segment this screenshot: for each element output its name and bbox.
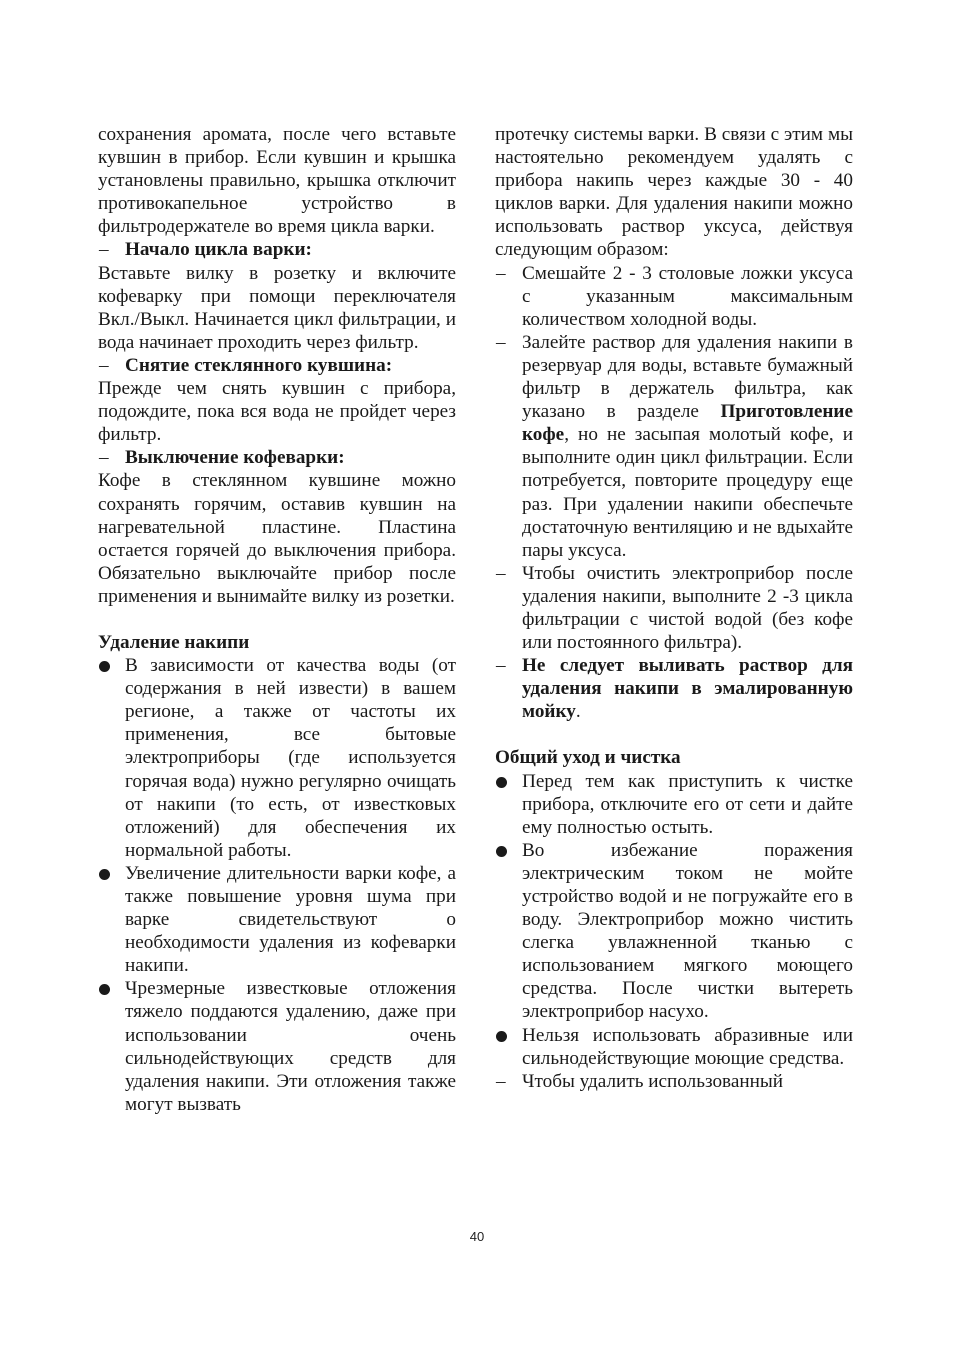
coffee-preparation-ref: Приготовление кофе [522, 401, 853, 446]
pour-solution-text-before: Залейте раствор для удаления накипи в резервуар для воды, вставьте бумажный фильтр в держатель фильтра, как указано в разделе [522, 331, 853, 423]
care-heading: Общий уход и чистка [495, 747, 681, 769]
descaling-heading: Удаление накипи [98, 631, 250, 653]
sink-warning-item [495, 654, 853, 723]
dash-marker: – [496, 562, 506, 584]
spacer [495, 723, 853, 746]
dash-marker: – [99, 354, 109, 376]
descaling-bullet-text: В зависимости от качества воды (от содержания в ней извести) в вашем регионе, а также от частоты их применения, все бытовые электроприборы (где используется горячая вода) нужно регулярно очищать от накипи (то есть, от известковых отложений) для обеспечения их нормальной работы. [125, 655, 456, 861]
vinegar-mix-item [495, 262, 853, 331]
pour-solution-item [495, 331, 853, 562]
descaling-bullet-text: Чрезмерные известковые отложения тяжело поддаются удалению, даже при использовании очень сильнодействующих средств для удаления накипи. Эти отложения также могут вызвать [125, 978, 456, 1115]
remove-jug-text: Прежде чем снять кувшин с прибора, подождите, пока вся вода не пройдет через фильтр. [98, 378, 456, 446]
left-column [98, 123, 456, 1116]
switch-off-text: Кофе в стеклянном кувшине можно сохранять горячим, оставив кувшин на нагревательной пластине. Пластина остается горячей до выключения прибора. Обязательно выключайте прибор после применения и вынимайте вилку из розетки. [98, 470, 456, 607]
page-number: 40 [469, 1229, 485, 1244]
remove-filter-item [495, 1070, 853, 1093]
sink-warning-period: . [575, 701, 581, 723]
pour-solution-text-after: , но не засыпая молотый кофе, и выполните один цикл фильтрации. Если потребуется, повторите процедуру еще раз. При удалении накипи обеспечьте достаточную вентиляцию и не вдыхайте пары уксуса. [522, 424, 853, 561]
dash-marker: – [99, 447, 109, 469]
dash-marker: – [496, 655, 506, 677]
dash-marker: – [496, 262, 506, 284]
spacer [98, 608, 456, 631]
care-bullet-text: Во избежание поражения электрическим током не мойте устройство водой и не погружайте его в воду. Электроприбор можно чистить слегка увлажненной тканью с использованием мягкого моющего средства. После чистки вытереть электроприбор насухо. [522, 839, 853, 1023]
dash-marker: – [496, 331, 506, 353]
dash-marker: – [99, 239, 109, 261]
dash-marker: – [496, 1070, 506, 1092]
right-intro-paragraph: протечку системы варки. В связи с этим мы настоятельно рекомендуем удалять с прибора накипь через каждые 30 - 40 циклов варки. Для удаления накипи можно использовать раствор уксуса, действуя следующим образом: [495, 124, 853, 261]
brew-start-text: Вставьте вилку в розетку и включите кофеварку при помощи переключателя Вкл./Выкл. Начинается цикл фильтрации, и вода начинает проходить через фильтр. [98, 262, 456, 353]
care-bullet [495, 1024, 853, 1070]
remove-jug-item [98, 354, 456, 377]
vinegar-mix-text: Смешайте 2 - 3 столовые ложки уксуса с указанным максимальным количеством холодной воды. [522, 262, 853, 330]
care-bullet [495, 839, 853, 1024]
descaling-bullet-text: Увеличение длительности варки кофе, а также повышение уровня шума при варке свидетельствуют о необходимости удаления из кофеварки накипи. [125, 862, 456, 977]
care-bullet [495, 770, 853, 839]
switch-off-title: Выключение кофеварки: [125, 447, 345, 469]
descaling-bullet [98, 654, 456, 862]
remove-jug-title: Снятие стеклянного кувшина: [125, 354, 393, 376]
care-bullet-text: Нельзя использовать абразивные или сильнодействующие моющие средства. [522, 1024, 853, 1069]
descaling-bullet [98, 977, 456, 1116]
rinse-cycles-item [495, 562, 853, 654]
care-bullet-text: Перед тем как приступить к чистке прибора, отключите его от сети и дайте ему полностью остыть. [522, 770, 853, 838]
brew-start-title: Начало цикла варки: [125, 239, 312, 261]
brew-start-item [98, 238, 456, 261]
switch-off-item [98, 446, 456, 469]
rinse-cycles-text: Чтобы очистить электроприбор после удаления накипи, выполните 2 -3 цикла фильтрации с чистой водой (без кофе или постоянного фильтра). [522, 562, 853, 654]
remove-filter-text: Чтобы удалить использованный [522, 1070, 784, 1092]
sink-warning-text: Не следует выливать раствор для удаления накипи в эмалированную мойку [522, 655, 853, 723]
left-intro-paragraph: сохранения аромата, после чего вставьте кувшин в прибор. Если кувшин и крышка установлены правильно, крышка отключит противокапельное устройство в фильтродержателе во время цикла варки. [98, 124, 456, 238]
right-column [495, 123, 853, 1093]
descaling-bullet [98, 862, 456, 977]
